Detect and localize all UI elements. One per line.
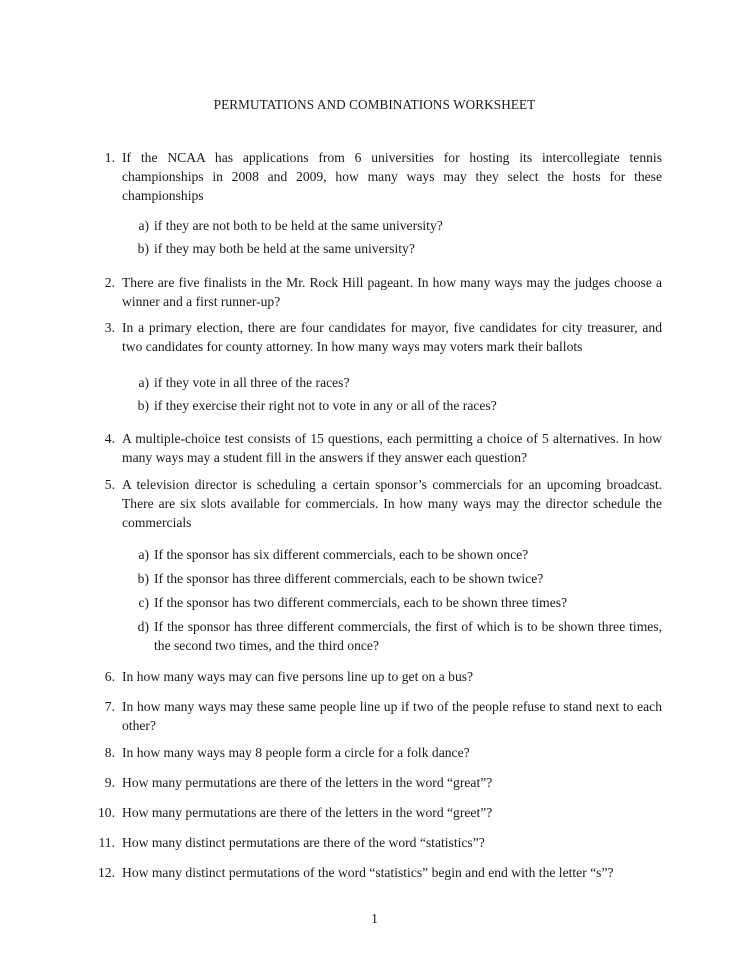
part-text: if they are not both to be held at the same university? xyxy=(154,218,443,233)
part-label: b) xyxy=(137,241,149,256)
question-text: There are five finalists in the Mr. Rock Hill pageant. In how many ways may the judges choose a winner and a first runner-up? xyxy=(122,275,662,309)
question-5-part-b xyxy=(137,569,662,588)
question-text: In how many ways may can five persons line up to get on a bus? xyxy=(122,669,474,684)
question-10 xyxy=(98,803,662,822)
part-text: if they exercise their right not to vote in any or all of the races? xyxy=(154,398,497,413)
question-9 xyxy=(104,773,662,792)
question-7 xyxy=(104,697,662,735)
question-number: 8. xyxy=(104,745,115,760)
question-5-part-d xyxy=(137,617,662,655)
question-1-part-a xyxy=(138,216,662,235)
worksheet-title: PERMUTATIONS AND COMBINATIONS WORKSHEET xyxy=(213,97,536,112)
part-text: If the sponsor has three different commercials, each to be shown twice? xyxy=(154,571,544,586)
part-text: if they vote in all three of the races? xyxy=(154,375,350,390)
question-1 xyxy=(104,148,662,205)
question-text: How many permutations are there of the letters in the word “great”? xyxy=(122,775,493,790)
question-text: In how many ways may these same people line up if two of the people refuse to stand next to each other? xyxy=(122,699,662,733)
question-text: A multiple-choice test consists of 15 questions, each permitting a choice of 5 alternatives. In how many ways may a student fill in the answers if they answer each question? xyxy=(122,431,662,465)
question-number: 10. xyxy=(98,805,115,820)
part-label: b) xyxy=(137,398,149,413)
question-5 xyxy=(104,475,662,532)
question-number: 12. xyxy=(98,865,115,880)
question-number: 2. xyxy=(104,275,115,290)
question-text: How many distinct permutations are there of the word “statistics”? xyxy=(122,835,485,850)
question-8 xyxy=(104,743,662,762)
question-3 xyxy=(104,318,662,356)
question-text: A television director is scheduling a certain sponsor’s commercials for an upcoming broadcast. There are six slots available for commercials. In how many ways may the director schedule the commercials xyxy=(122,477,662,530)
part-label: a) xyxy=(138,375,149,390)
question-6 xyxy=(104,667,662,686)
question-5-part-a xyxy=(138,545,662,564)
question-number: 7. xyxy=(104,699,115,714)
part-text: If the sponsor has three different commercials, the first of which is to be shown three times, the second two times, and the third once? xyxy=(154,619,662,653)
question-5-part-c xyxy=(138,593,662,612)
question-text: How many distinct permutations of the word “statistics” begin and end with the letter “s”? xyxy=(122,865,614,880)
question-number: 3. xyxy=(104,320,115,335)
question-number: 11. xyxy=(98,835,115,850)
page-number: 1 xyxy=(371,911,378,926)
question-3-part-b xyxy=(137,396,662,415)
question-text: How many permutations are there of the letters in the word “greet”? xyxy=(122,805,493,820)
question-11 xyxy=(98,833,662,852)
question-number: 9. xyxy=(104,775,115,790)
part-label: a) xyxy=(138,218,149,233)
part-label: c) xyxy=(138,595,149,610)
question-text: If the NCAA has applications from 6 universities for hosting its intercollegiate tennis championships in 2008 and 2009, how many ways may they select the hosts for these championships xyxy=(122,150,662,203)
part-label: d) xyxy=(137,619,149,634)
question-number: 5. xyxy=(104,477,115,492)
part-label: b) xyxy=(137,571,149,586)
part-text: If the sponsor has six different commercials, each to be shown once? xyxy=(154,547,529,562)
question-number: 6. xyxy=(104,669,115,684)
part-text: If the sponsor has two different commercials, each to be shown three times? xyxy=(154,595,568,610)
part-label: a) xyxy=(138,547,149,562)
question-4 xyxy=(104,429,662,467)
question-1-part-b xyxy=(137,239,662,258)
question-2 xyxy=(104,273,662,311)
question-text: In a primary election, there are four candidates for mayor, five candidates for city treasurer, and two candidates for county attorney. In how many ways may voters mark their ballots xyxy=(122,320,662,354)
part-text: if they may both be held at the same university? xyxy=(154,241,415,256)
question-3-part-a xyxy=(138,373,662,392)
question-12 xyxy=(98,863,662,882)
question-text: In how many ways may 8 people form a circle for a folk dance? xyxy=(122,745,470,760)
question-number: 1. xyxy=(104,150,115,165)
question-number: 4. xyxy=(104,431,115,446)
